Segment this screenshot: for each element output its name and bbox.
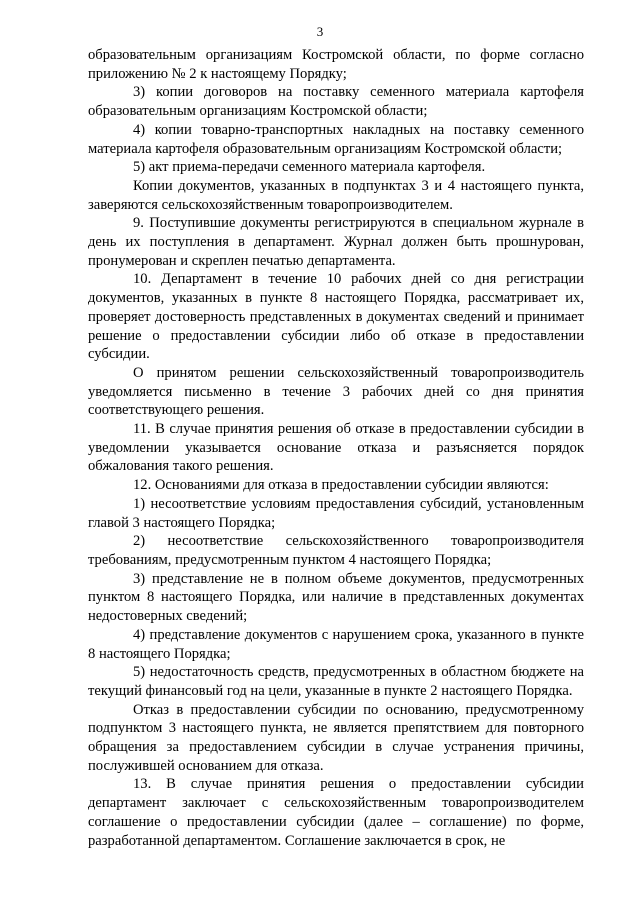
page-number: 3	[316, 24, 324, 39]
paragraph: 1) несоответствие условиям предоставления субсидий, установленным главой 3 настоящего Порядка;	[88, 495, 584, 531]
paragraph: Копии документов, указанных в подпунктах 3 и 4 настоящего пункта, заверяются сельскохозяйственным товаропроизводителем.	[88, 177, 584, 213]
paragraph: 3) копии договоров на поставку семенного материала картофеля образовательным организациям Костромской области;	[88, 84, 584, 120]
paragraph: О принятом решении сельскохозяйственный товаропроизводитель уведомляется письменно в течение 3 рабочих дней со дня принятия соответствующего решения.	[88, 364, 584, 419]
paragraph: 4) представление документов с нарушением срока, указанного в пункте 8 настоящего Порядка;	[88, 626, 584, 662]
document-body	[88, 46, 584, 850]
paragraph: образовательным организациям Костромской области, по форме согласно приложению № 2 к настоящему Порядку;	[88, 47, 584, 82]
paragraph: 3) представление не в полном объеме документов, предусмотренных пунктом 8 настоящего Порядка, или наличие в представленных документах недостоверных сведений;	[88, 570, 584, 625]
paragraph: 10. Департамент в течение 10 рабочих дней со дня регистрации документов, указанных в пункте 8 настоящего Порядка, рассматривает их, проверяет достоверность представленных в документах сведений и принимает решение о предоставлении субсидии либо об отказе в предоставлении субсидии.	[88, 271, 584, 363]
paragraph: 9. Поступившие документы регистрируются в специальном журнале в день их поступления в департамент. Журнал должен быть прошнурован, пронумерован и скреплен печатью департамента.	[88, 215, 584, 269]
paragraph: 11. В случае принятия решения об отказе в предоставлении субсидии в уведомлении указывается основание отказа и разъясняется порядок обжалования такого решения.	[88, 421, 584, 475]
paragraph: 4) копии товарно-транспортных накладных на поставку семенного материала картофеля образовательным организациям Костромской области;	[88, 121, 584, 157]
paragraph: Отказ в предоставлении субсидии по основанию, предусмотренному подпунктом 3 настоящего пункта, не является препятствием для повторного обращения за предоставлением субсидии в случае устранения причины, послужившей основанием для отказа.	[88, 701, 584, 774]
paragraph: 12. Основаниями для отказа в предоставлении субсидии являются:	[133, 477, 549, 494]
paragraph: 5) недостаточность средств, предусмотренных в областном бюджете на текущий финансовый год на цели, указанные в пункте 2 настоящего Порядка.	[88, 664, 584, 699]
paragraph: 13. В случае принятия решения о предоставлении субсидии департамент заключает с сельскохозяйственным товаропроизводителем соглашение о предоставлении субсидии (далее – соглашение) по форме, разработанной департаментом. Соглашение заключается в срок, не	[88, 776, 584, 849]
paragraph: 5) акт приема-передачи семенного материала картофеля.	[133, 159, 486, 176]
paragraph: 2) несоответствие сельскохозяйственного товаропроизводителя требованиям, предусмотренным пунктом 4 настоящего Порядка;	[88, 533, 584, 568]
